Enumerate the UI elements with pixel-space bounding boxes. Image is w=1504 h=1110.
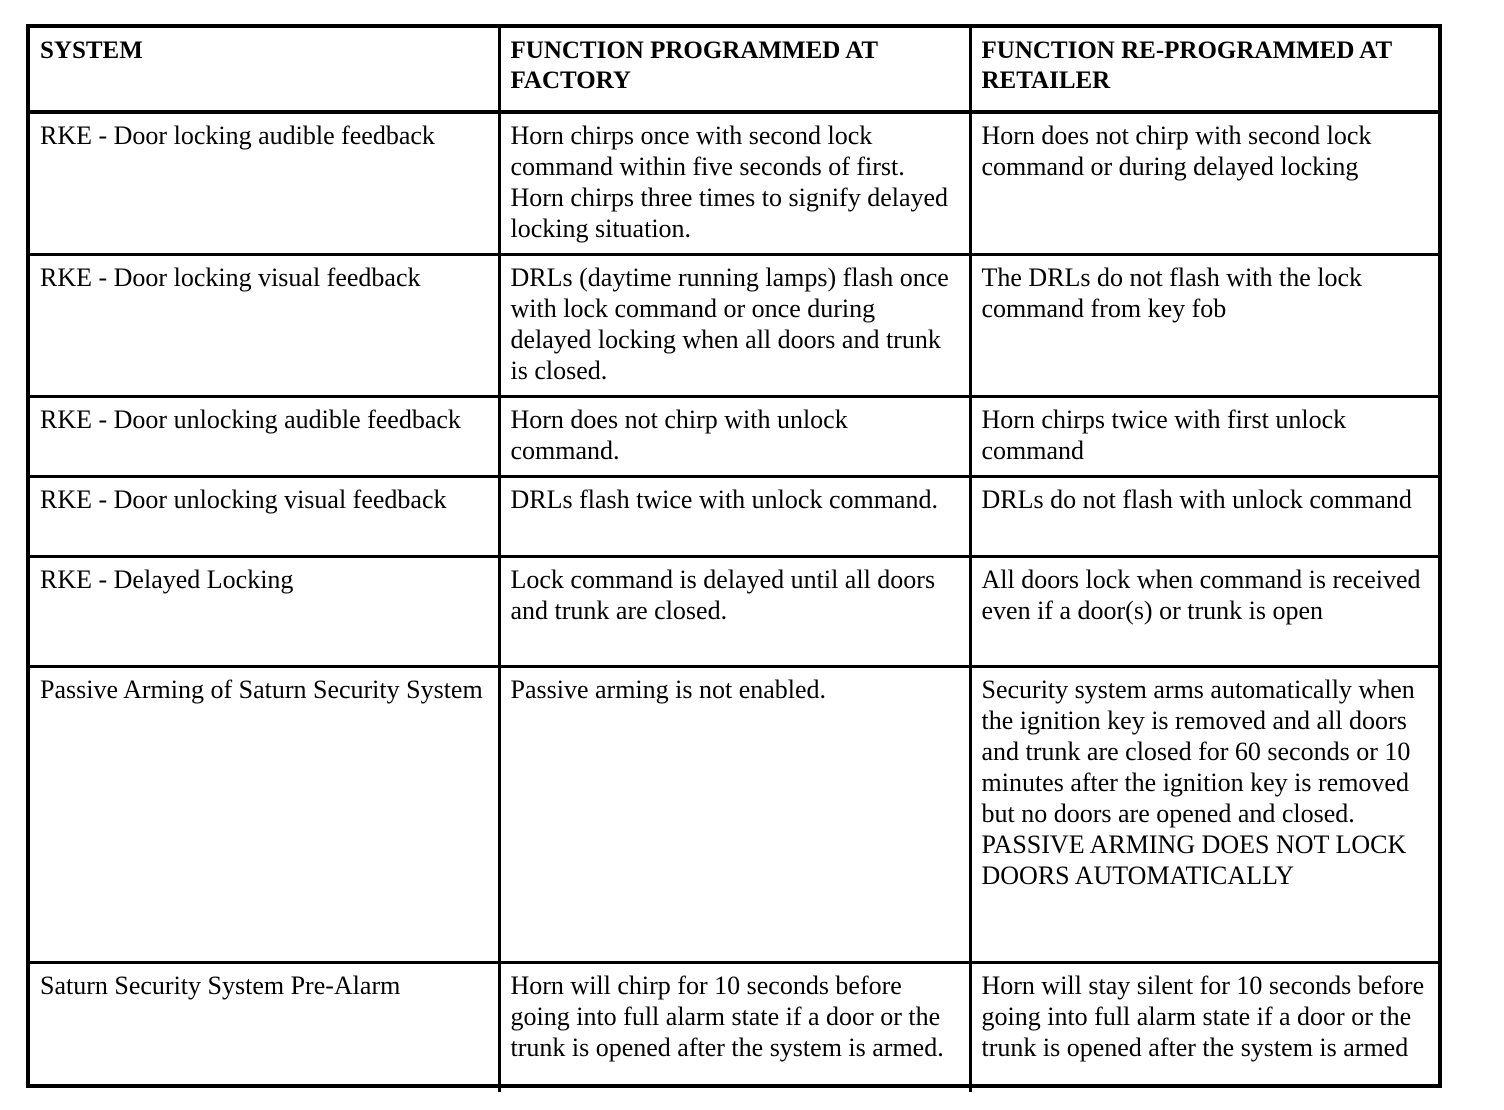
- cell-system: RKE - Door locking audible feedback: [30, 112, 499, 254]
- header-retailer-function: FUNCTION RE-PROGRAMMED AT RETAILER: [970, 28, 1438, 112]
- cell-factory: Lock command is delayed until all doors and trunk are closed.: [499, 556, 970, 666]
- cell-system: RKE - Door unlocking visual feedback: [30, 476, 499, 556]
- table-row: [30, 254, 1438, 396]
- programming-table-frame: [26, 24, 1442, 1088]
- cell-system: RKE - Door unlocking audible feedback: [30, 396, 499, 476]
- header-system: SYSTEM: [30, 28, 499, 112]
- table-header-row: [30, 28, 1438, 112]
- table-row: [30, 476, 1438, 556]
- cell-system: Saturn Security System Pre-Alarm: [30, 962, 499, 1092]
- cell-factory: Horn will chirp for 10 seconds before going into full alarm state if a door or the trunk is opened after the system is armed.: [499, 962, 970, 1092]
- cell-system: RKE - Door locking visual feedback: [30, 254, 499, 396]
- cell-factory: DRLs flash twice with unlock command.: [499, 476, 970, 556]
- programming-table: [30, 28, 1438, 1092]
- cell-retailer: Horn will stay silent for 10 seconds before going into full alarm state if a door or the trunk is opened after the system is armed: [970, 962, 1438, 1092]
- header-factory-function: FUNCTION PROGRAMMED AT FACTORY: [499, 28, 970, 112]
- cell-retailer: Horn chirps twice with first unlock command: [970, 396, 1438, 476]
- cell-factory: DRLs (daytime running lamps) flash once with lock command or once during delayed locking when all doors and trunk is closed.: [499, 254, 970, 396]
- cell-retailer: Security system arms automatically when the ignition key is removed and all doors and trunk are closed for 60 seconds or 10 minutes after the ignition key is removed but no doors are opened and closed. PASSIVE ARMING DOES NOT LOCK DOORS AUTOMATICALLY: [970, 666, 1438, 962]
- table-row: [30, 556, 1438, 666]
- cell-factory: Passive arming is not enabled.: [499, 666, 970, 962]
- table-row: [30, 112, 1438, 254]
- cell-retailer: DRLs do not flash with unlock command: [970, 476, 1438, 556]
- cell-system: RKE - Delayed Locking: [30, 556, 499, 666]
- table-row: [30, 666, 1438, 962]
- table-row: [30, 962, 1438, 1092]
- table-row: [30, 396, 1438, 476]
- cell-factory: Horn does not chirp with unlock command.: [499, 396, 970, 476]
- cell-retailer: Horn does not chirp with second lock command or during delayed locking: [970, 112, 1438, 254]
- cell-system: Passive Arming of Saturn Security System: [30, 666, 499, 962]
- cell-factory: Horn chirps once with second lock command within five seconds of first. Horn chirps three times to signify delayed locking situation.: [499, 112, 970, 254]
- cell-retailer: All doors lock when command is received even if a door(s) or trunk is open: [970, 556, 1438, 666]
- cell-retailer: The DRLs do not flash with the lock command from key fob: [970, 254, 1438, 396]
